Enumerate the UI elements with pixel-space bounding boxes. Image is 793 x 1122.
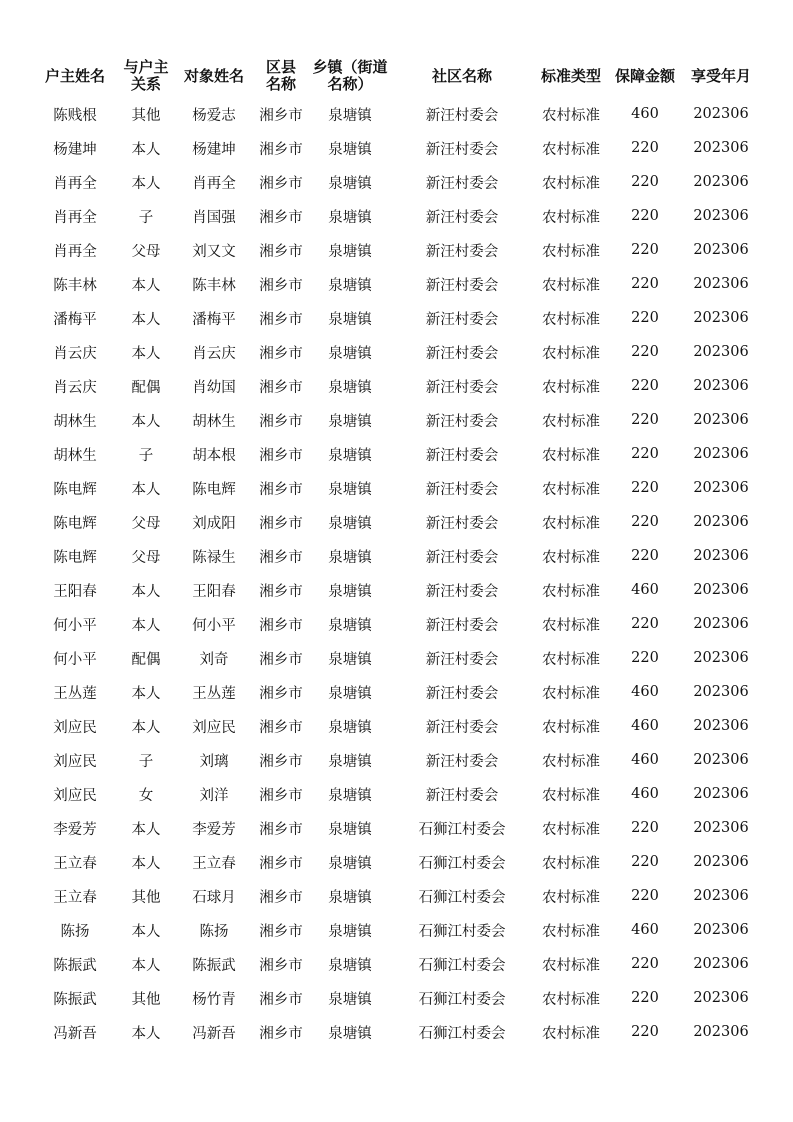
township-name-cell: 泉塘镇: [328, 787, 372, 804]
relation-to-head-cell: 子: [138, 447, 154, 464]
relation-to-head-cell: 本人: [131, 175, 161, 192]
community-name-cell: 新汪村委会: [425, 141, 499, 158]
county-name-cell: 湘乡市: [259, 957, 303, 974]
table-row: [32, 267, 762, 301]
county-name-cell: 湘乡市: [259, 651, 303, 668]
household-head-name-cell: 刘应民: [53, 787, 97, 804]
table-row: [32, 165, 762, 199]
benefit-month-cell: 202306: [693, 922, 749, 938]
township-name-cell: 泉塘镇: [328, 549, 372, 566]
household-head-name-cell: 何小平: [53, 651, 97, 668]
household-head-name-cell: 潘梅平: [53, 311, 97, 328]
allowance-amount-cell: 220: [631, 140, 659, 156]
header-county-name: 区县 名称: [265, 58, 296, 93]
community-name-cell: 新汪村委会: [425, 651, 499, 668]
benefit-month-cell: 202306: [693, 854, 749, 870]
household-head-name-cell: 冯新吾: [53, 1025, 97, 1042]
household-head-name-cell: 王阳春: [53, 583, 97, 600]
household-head-name-cell: 胡林生: [53, 413, 97, 430]
header-recipient-name: 对象姓名: [183, 66, 244, 85]
standard-type-cell: 农村标准: [542, 141, 600, 158]
allowance-amount-cell: 460: [631, 922, 659, 938]
relation-to-head-cell: 本人: [131, 957, 161, 974]
county-name-cell: 湘乡市: [259, 991, 303, 1008]
recipient-name-cell: 王立春: [192, 855, 236, 872]
community-name-cell: 新汪村委会: [425, 753, 499, 770]
table-row: [32, 845, 762, 879]
benefit-month-cell: 202306: [693, 174, 749, 190]
community-name-cell: 石狮江村委会: [418, 855, 506, 872]
standard-type-cell: 农村标准: [542, 821, 600, 838]
standard-type-cell: 农村标准: [542, 209, 600, 226]
benefit-month-cell: 202306: [693, 888, 749, 904]
relation-to-head-cell: 本人: [131, 617, 161, 634]
household-head-name-cell: 肖再全: [53, 243, 97, 260]
standard-type-cell: 农村标准: [542, 651, 600, 668]
recipient-name-cell: 冯新吾: [192, 1025, 236, 1042]
community-name-cell: 石狮江村委会: [418, 923, 506, 940]
county-name-cell: 湘乡市: [259, 379, 303, 396]
township-name-cell: 泉塘镇: [328, 175, 372, 192]
township-name-cell: 泉塘镇: [328, 889, 372, 906]
assistance-roster-table: [32, 55, 762, 1049]
relation-to-head-cell: 子: [138, 753, 154, 770]
county-name-cell: 湘乡市: [259, 413, 303, 430]
table-row: [32, 607, 762, 641]
township-name-cell: 泉塘镇: [328, 651, 372, 668]
standard-type-cell: 农村标准: [542, 617, 600, 634]
community-name-cell: 新汪村委会: [425, 175, 499, 192]
header-benefit-month: 享受年月: [690, 66, 751, 85]
relation-to-head-cell: 其他: [131, 107, 161, 124]
table-row: [32, 335, 762, 369]
table-row: [32, 777, 762, 811]
table-row: [32, 641, 762, 675]
allowance-amount-cell: 220: [631, 378, 659, 394]
table-row: [32, 913, 762, 947]
township-name-cell: 泉塘镇: [328, 277, 372, 294]
standard-type-cell: 农村标准: [542, 447, 600, 464]
relation-to-head-cell: 父母: [131, 549, 161, 566]
relation-to-head-cell: 本人: [131, 1025, 161, 1042]
recipient-name-cell: 陈丰林: [192, 277, 236, 294]
benefit-month-cell: 202306: [693, 718, 749, 734]
township-name-cell: 泉塘镇: [328, 617, 372, 634]
standard-type-cell: 农村标准: [542, 243, 600, 260]
table-row: [32, 437, 762, 471]
community-name-cell: 石狮江村委会: [418, 1025, 506, 1042]
community-name-cell: 新汪村委会: [425, 787, 499, 804]
standard-type-cell: 农村标准: [542, 549, 600, 566]
standard-type-cell: 农村标准: [542, 685, 600, 702]
table-row: [32, 471, 762, 505]
household-head-name-cell: 陈电辉: [53, 549, 97, 566]
standard-type-cell: 农村标准: [542, 787, 600, 804]
table-row: [32, 947, 762, 981]
community-name-cell: 新汪村委会: [425, 549, 499, 566]
recipient-name-cell: 陈扬: [199, 923, 229, 940]
township-name-cell: 泉塘镇: [328, 685, 372, 702]
community-name-cell: 新汪村委会: [425, 515, 499, 532]
benefit-month-cell: 202306: [693, 956, 749, 972]
household-head-name-cell: 刘应民: [53, 719, 97, 736]
benefit-month-cell: 202306: [693, 310, 749, 326]
table-row: [32, 675, 762, 709]
allowance-amount-cell: 220: [631, 174, 659, 190]
allowance-amount-cell: 220: [631, 446, 659, 462]
allowance-amount-cell: 460: [631, 106, 659, 122]
allowance-amount-cell: 220: [631, 990, 659, 1006]
standard-type-cell: 农村标准: [542, 719, 600, 736]
table-row: [32, 97, 762, 131]
county-name-cell: 湘乡市: [259, 855, 303, 872]
county-name-cell: 湘乡市: [259, 549, 303, 566]
recipient-name-cell: 杨建坤: [192, 141, 236, 158]
allowance-amount-cell: 220: [631, 276, 659, 292]
relation-to-head-cell: 本人: [131, 923, 161, 940]
recipient-name-cell: 刘应民: [192, 719, 236, 736]
table-body: [32, 97, 762, 1049]
county-name-cell: 湘乡市: [259, 787, 303, 804]
recipient-name-cell: 肖国强: [192, 209, 236, 226]
community-name-cell: 新汪村委会: [425, 413, 499, 430]
allowance-amount-cell: 220: [631, 650, 659, 666]
benefit-month-cell: 202306: [693, 582, 749, 598]
standard-type-cell: 农村标准: [542, 107, 600, 124]
standard-type-cell: 农村标准: [542, 277, 600, 294]
household-head-name-cell: 陈扬: [60, 923, 90, 940]
standard-type-cell: 农村标准: [542, 889, 600, 906]
county-name-cell: 湘乡市: [259, 515, 303, 532]
household-head-name-cell: 王立春: [53, 855, 97, 872]
recipient-name-cell: 刘璃: [199, 753, 229, 770]
allowance-amount-cell: 460: [631, 684, 659, 700]
household-head-name-cell: 胡林生: [53, 447, 97, 464]
relation-to-head-cell: 其他: [131, 991, 161, 1008]
benefit-month-cell: 202306: [693, 616, 749, 632]
recipient-name-cell: 刘洋: [199, 787, 229, 804]
standard-type-cell: 农村标准: [542, 413, 600, 430]
recipient-name-cell: 杨爱志: [192, 107, 236, 124]
community-name-cell: 新汪村委会: [425, 719, 499, 736]
allowance-amount-cell: 220: [631, 820, 659, 836]
relation-to-head-cell: 配偶: [131, 651, 161, 668]
township-name-cell: 泉塘镇: [328, 243, 372, 260]
household-head-name-cell: 肖再全: [53, 175, 97, 192]
county-name-cell: 湘乡市: [259, 175, 303, 192]
county-name-cell: 湘乡市: [259, 583, 303, 600]
township-name-cell: 泉塘镇: [328, 107, 372, 124]
township-name-cell: 泉塘镇: [328, 311, 372, 328]
recipient-name-cell: 肖云庆: [192, 345, 236, 362]
recipient-name-cell: 李爱芳: [192, 821, 236, 838]
relation-to-head-cell: 父母: [131, 243, 161, 260]
relation-to-head-cell: 本人: [131, 413, 161, 430]
recipient-name-cell: 刘又文: [192, 243, 236, 260]
township-name-cell: 泉塘镇: [328, 447, 372, 464]
household-head-name-cell: 王丛莲: [53, 685, 97, 702]
county-name-cell: 湘乡市: [259, 617, 303, 634]
household-head-name-cell: 陈振武: [53, 991, 97, 1008]
township-name-cell: 泉塘镇: [328, 583, 372, 600]
county-name-cell: 湘乡市: [259, 753, 303, 770]
household-head-name-cell: 肖云庆: [53, 379, 97, 396]
benefit-month-cell: 202306: [693, 650, 749, 666]
township-name-cell: 泉塘镇: [328, 821, 372, 838]
benefit-month-cell: 202306: [693, 344, 749, 360]
relation-to-head-cell: 本人: [131, 311, 161, 328]
township-name-cell: 泉塘镇: [328, 141, 372, 158]
recipient-name-cell: 潘梅平: [192, 311, 236, 328]
relation-to-head-cell: 子: [138, 209, 154, 226]
county-name-cell: 湘乡市: [259, 345, 303, 362]
township-name-cell: 泉塘镇: [328, 379, 372, 396]
household-head-name-cell: 王立春: [53, 889, 97, 906]
standard-type-cell: 农村标准: [542, 379, 600, 396]
allowance-amount-cell: 460: [631, 582, 659, 598]
standard-type-cell: 农村标准: [542, 481, 600, 498]
relation-to-head-cell: 本人: [131, 821, 161, 838]
table-row: [32, 301, 762, 335]
household-head-name-cell: 肖云庆: [53, 345, 97, 362]
relation-to-head-cell: 配偶: [131, 379, 161, 396]
household-head-name-cell: 陈丰林: [53, 277, 97, 294]
standard-type-cell: 农村标准: [542, 1025, 600, 1042]
community-name-cell: 新汪村委会: [425, 243, 499, 260]
county-name-cell: 湘乡市: [259, 277, 303, 294]
allowance-amount-cell: 220: [631, 548, 659, 564]
allowance-amount-cell: 220: [631, 310, 659, 326]
township-name-cell: 泉塘镇: [328, 957, 372, 974]
allowance-amount-cell: 220: [631, 1024, 659, 1040]
recipient-name-cell: 陈振武: [192, 957, 236, 974]
table-row: [32, 505, 762, 539]
community-name-cell: 新汪村委会: [425, 447, 499, 464]
allowance-amount-cell: 220: [631, 344, 659, 360]
standard-type-cell: 农村标准: [542, 991, 600, 1008]
standard-type-cell: 农村标准: [542, 855, 600, 872]
community-name-cell: 新汪村委会: [425, 311, 499, 328]
allowance-amount-cell: 220: [631, 480, 659, 496]
benefit-month-cell: 202306: [693, 752, 749, 768]
community-name-cell: 新汪村委会: [425, 617, 499, 634]
household-head-name-cell: 陈贱根: [53, 107, 97, 124]
benefit-month-cell: 202306: [693, 480, 749, 496]
community-name-cell: 新汪村委会: [425, 379, 499, 396]
standard-type-cell: 农村标准: [542, 753, 600, 770]
community-name-cell: 新汪村委会: [425, 209, 499, 226]
recipient-name-cell: 王丛莲: [192, 685, 236, 702]
community-name-cell: 新汪村委会: [425, 345, 499, 362]
township-name-cell: 泉塘镇: [328, 209, 372, 226]
household-head-name-cell: 陈电辉: [53, 515, 97, 532]
county-name-cell: 湘乡市: [259, 447, 303, 464]
relation-to-head-cell: 本人: [131, 481, 161, 498]
relation-to-head-cell: 本人: [131, 685, 161, 702]
community-name-cell: 新汪村委会: [425, 685, 499, 702]
header-row: [32, 55, 762, 97]
household-head-name-cell: 肖再全: [53, 209, 97, 226]
table-row: [32, 131, 762, 165]
community-name-cell: 新汪村委会: [425, 107, 499, 124]
standard-type-cell: 农村标准: [542, 957, 600, 974]
benefit-month-cell: 202306: [693, 1024, 749, 1040]
community-name-cell: 新汪村委会: [425, 481, 499, 498]
township-name-cell: 泉塘镇: [328, 1025, 372, 1042]
recipient-name-cell: 陈电辉: [192, 481, 236, 498]
county-name-cell: 湘乡市: [259, 821, 303, 838]
county-name-cell: 湘乡市: [259, 243, 303, 260]
allowance-amount-cell: 460: [631, 752, 659, 768]
recipient-name-cell: 肖幼国: [192, 379, 236, 396]
household-head-name-cell: 何小平: [53, 617, 97, 634]
township-name-cell: 泉塘镇: [328, 855, 372, 872]
allowance-amount-cell: 220: [631, 208, 659, 224]
recipient-name-cell: 王阳春: [192, 583, 236, 600]
allowance-amount-cell: 220: [631, 854, 659, 870]
header-allowance-amount: 保障金额: [614, 66, 675, 85]
relation-to-head-cell: 本人: [131, 719, 161, 736]
county-name-cell: 湘乡市: [259, 107, 303, 124]
table-row: [32, 1015, 762, 1049]
county-name-cell: 湘乡市: [259, 923, 303, 940]
allowance-amount-cell: 220: [631, 412, 659, 428]
county-name-cell: 湘乡市: [259, 1025, 303, 1042]
county-name-cell: 湘乡市: [259, 889, 303, 906]
community-name-cell: 石狮江村委会: [418, 957, 506, 974]
table-row: [32, 233, 762, 267]
table-row: [32, 709, 762, 743]
benefit-month-cell: 202306: [693, 140, 749, 156]
county-name-cell: 湘乡市: [259, 311, 303, 328]
table-row: [32, 981, 762, 1015]
allowance-amount-cell: 220: [631, 242, 659, 258]
benefit-month-cell: 202306: [693, 276, 749, 292]
recipient-name-cell: 何小平: [192, 617, 236, 634]
allowance-amount-cell: 220: [631, 514, 659, 530]
benefit-month-cell: 202306: [693, 514, 749, 530]
table-row: [32, 573, 762, 607]
household-head-name-cell: 李爱芳: [53, 821, 97, 838]
community-name-cell: 新汪村委会: [425, 583, 499, 600]
community-name-cell: 石狮江村委会: [418, 821, 506, 838]
relation-to-head-cell: 本人: [131, 141, 161, 158]
benefit-month-cell: 202306: [693, 378, 749, 394]
standard-type-cell: 农村标准: [542, 345, 600, 362]
relation-to-head-cell: 女: [138, 787, 154, 804]
benefit-month-cell: 202306: [693, 820, 749, 836]
benefit-month-cell: 202306: [693, 990, 749, 1006]
household-head-name-cell: 陈电辉: [53, 481, 97, 498]
table-row: [32, 199, 762, 233]
household-head-name-cell: 杨建坤: [53, 141, 97, 158]
standard-type-cell: 农村标准: [542, 175, 600, 192]
header-household-head-name: 户主姓名: [44, 66, 105, 85]
county-name-cell: 湘乡市: [259, 141, 303, 158]
benefit-month-cell: 202306: [693, 208, 749, 224]
allowance-amount-cell: 460: [631, 718, 659, 734]
benefit-month-cell: 202306: [693, 446, 749, 462]
recipient-name-cell: 胡林生: [192, 413, 236, 430]
county-name-cell: 湘乡市: [259, 209, 303, 226]
relation-to-head-cell: 本人: [131, 855, 161, 872]
recipient-name-cell: 胡本根: [192, 447, 236, 464]
allowance-amount-cell: 220: [631, 888, 659, 904]
header-community-name: 社区名称: [431, 66, 492, 85]
township-name-cell: 泉塘镇: [328, 481, 372, 498]
allowance-amount-cell: 460: [631, 786, 659, 802]
relation-to-head-cell: 本人: [131, 583, 161, 600]
township-name-cell: 泉塘镇: [328, 413, 372, 430]
community-name-cell: 新汪村委会: [425, 277, 499, 294]
header-standard-type: 标准类型: [540, 66, 601, 85]
recipient-name-cell: 刘奇: [199, 651, 229, 668]
township-name-cell: 泉塘镇: [328, 991, 372, 1008]
township-name-cell: 泉塘镇: [328, 923, 372, 940]
standard-type-cell: 农村标准: [542, 583, 600, 600]
recipient-name-cell: 杨竹青: [192, 991, 236, 1008]
allowance-amount-cell: 220: [631, 616, 659, 632]
relation-to-head-cell: 父母: [131, 515, 161, 532]
household-head-name-cell: 陈振武: [53, 957, 97, 974]
benefit-month-cell: 202306: [693, 412, 749, 428]
table-row: [32, 743, 762, 777]
household-head-name-cell: 刘应民: [53, 753, 97, 770]
recipient-name-cell: 石球月: [192, 889, 236, 906]
recipient-name-cell: 肖再全: [192, 175, 236, 192]
township-name-cell: 泉塘镇: [328, 719, 372, 736]
benefit-month-cell: 202306: [693, 242, 749, 258]
county-name-cell: 湘乡市: [259, 481, 303, 498]
community-name-cell: 石狮江村委会: [418, 889, 506, 906]
township-name-cell: 泉塘镇: [328, 345, 372, 362]
county-name-cell: 湘乡市: [259, 685, 303, 702]
benefit-month-cell: 202306: [693, 106, 749, 122]
community-name-cell: 石狮江村委会: [418, 991, 506, 1008]
standard-type-cell: 农村标准: [542, 923, 600, 940]
benefit-month-cell: 202306: [693, 684, 749, 700]
table-row: [32, 403, 762, 437]
benefit-month-cell: 202306: [693, 786, 749, 802]
recipient-name-cell: 陈禄生: [192, 549, 236, 566]
header-relation-to-head: 与户主 关系: [123, 58, 169, 93]
header-township-name: 乡镇（街道 名称）: [312, 58, 388, 93]
benefit-month-cell: 202306: [693, 548, 749, 564]
relation-to-head-cell: 本人: [131, 345, 161, 362]
table-row: [32, 879, 762, 913]
standard-type-cell: 农村标准: [542, 515, 600, 532]
standard-type-cell: 农村标准: [542, 311, 600, 328]
recipient-name-cell: 刘成阳: [192, 515, 236, 532]
county-name-cell: 湘乡市: [259, 719, 303, 736]
allowance-amount-cell: 220: [631, 956, 659, 972]
table-row: [32, 369, 762, 403]
relation-to-head-cell: 本人: [131, 277, 161, 294]
relation-to-head-cell: 其他: [131, 889, 161, 906]
table-row: [32, 539, 762, 573]
township-name-cell: 泉塘镇: [328, 515, 372, 532]
table-header: [32, 55, 762, 97]
township-name-cell: 泉塘镇: [328, 753, 372, 770]
table-row: [32, 811, 762, 845]
